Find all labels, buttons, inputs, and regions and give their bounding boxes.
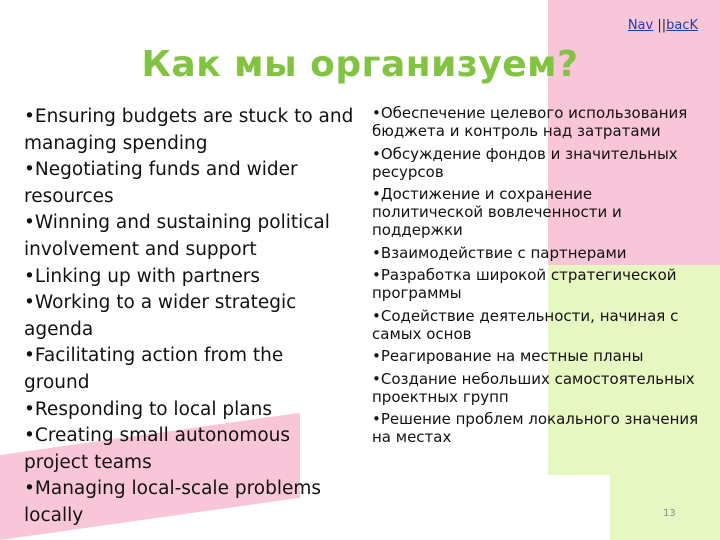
list-item: •Реагирование на местные планы — [372, 347, 644, 365]
list-item: •Linking up with partners — [24, 265, 261, 287]
list-item: •Negotiating funds and wider resources — [24, 159, 298, 207]
back-link[interactable]: bacK — [666, 18, 698, 33]
list-item: •Содействие деятельности, начиная с самых основ — [372, 306, 679, 343]
nav-separator: || — [657, 18, 667, 33]
list-item: •Обсуждение фондов и значительных ресурсов — [372, 144, 678, 181]
list-item: •Winning and sustaining political involvement and support — [24, 212, 330, 260]
list-item: •Working to a wider strategic agenda — [24, 292, 297, 340]
nav-links — [628, 18, 698, 33]
list-item: •Creating small autonomous project teams — [24, 425, 291, 473]
list-item: •Facilitating action from the ground — [24, 345, 284, 393]
slide-title: Как мы организуем? — [141, 44, 579, 85]
list-item: •Обеспечение целевого использования бюджета и контроль над затратами — [372, 104, 688, 140]
nav-link[interactable]: Nav — [627, 18, 654, 33]
list-item: •Решение проблем локального значения на местах — [372, 410, 699, 446]
list-item: •Взаимодействие с партнерами — [372, 243, 627, 262]
russian-bullet-list — [372, 104, 702, 451]
list-item: •Создание небольших самостоятельных проектных групп — [372, 369, 695, 406]
list-item: •Разработка широкой стратегической программы — [372, 266, 677, 302]
english-bullet-list — [24, 104, 354, 530]
list-item: •Ensuring budgets are stuck to and managing spending — [24, 106, 354, 154]
list-item: •Достижение и сохранение политической вовлеченности и поддержки — [372, 185, 622, 239]
list-item: •Managing local-scale problems locally — [24, 478, 322, 526]
page-number: 13 — [663, 508, 676, 519]
list-item: •Responding to local plans — [24, 398, 272, 420]
